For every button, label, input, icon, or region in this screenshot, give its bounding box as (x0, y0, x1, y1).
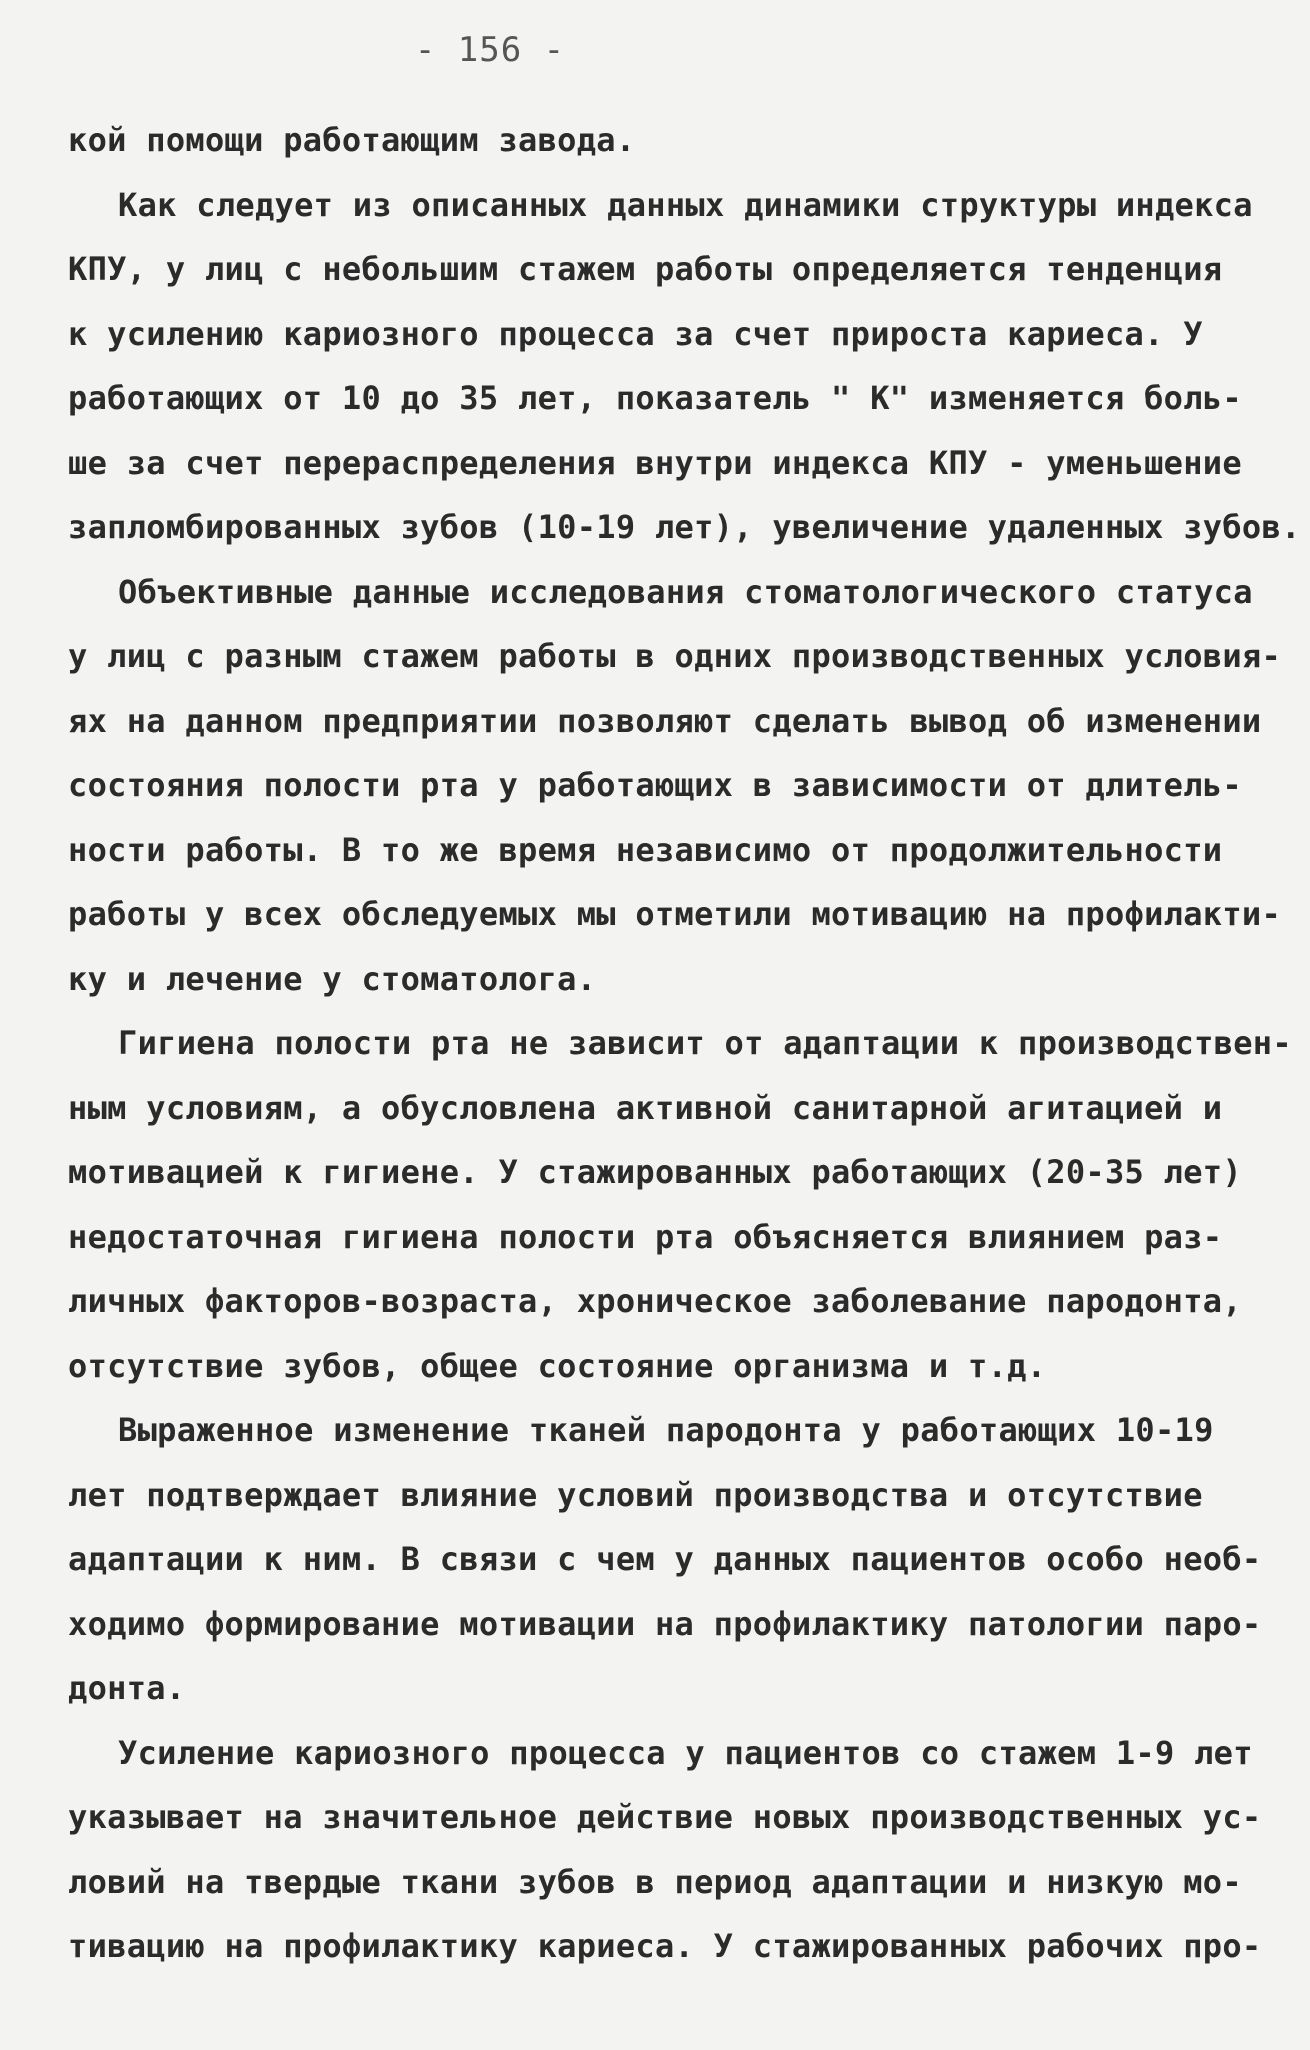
text-line: кой помощи работающим завода. (68, 121, 636, 159)
text-line: тивацию на профилактику кариеса. У стажированных рабочих про- (68, 1927, 1262, 1965)
page-number: - 156 - (414, 30, 566, 70)
text-line: состояния полости рта у работающих в зависимости от длитель- (68, 766, 1242, 804)
text-line: донта. (68, 1669, 186, 1707)
text-line: ходимо формирование мотивации на профилактику патологии паро- (68, 1604, 1262, 1643)
text-line: Выраженное изменение тканей пародонта у работающих 10-19 (118, 1411, 1214, 1449)
text-line: отсутствие зубов, общее состояние организма и т.д. (68, 1346, 1047, 1385)
text-line: ности работы. В то же время независимо от продолжительности (68, 830, 1223, 869)
text-line: КПУ, у лиц с небольшим стажем работы определяется тенденция (68, 250, 1223, 288)
text-line: лет подтверждает влияние условий производства и отсутствие (68, 1475, 1203, 1514)
text-line: ным условиям, а обусловлена активной санитарной агитацией и (68, 1088, 1223, 1127)
text-line: ях на данном предприятии позволяют сделать вывод об изменении (68, 701, 1262, 740)
text-line: Как следует из описанных данных динамики структуры индекса (118, 185, 1253, 224)
text-line: ловий на твердые ткани зубов в период адаптации и низкую мо- (68, 1862, 1242, 1901)
text-line: работающих от 10 до 35 лет, показатель " К" изменяется боль- (68, 379, 1242, 417)
body-text (68, 108, 1301, 1979)
text-line: недостаточная гигиена полости рта объясняется влиянием раз- (68, 1217, 1223, 1256)
text-line: работы у всех обследуемых мы отметили мотивацию на профилакти- (68, 895, 1282, 933)
text-line: ку и лечение у стоматолога. (68, 959, 597, 998)
text-line: указывает на значительное действие новых производственных ус- (68, 1798, 1262, 1836)
text-line: Гигиена полости рта не зависит от адаптации к производствен- (118, 1024, 1292, 1062)
text-line: ше за счет перераспределения внутри индекса КПУ - уменьшение (68, 443, 1242, 482)
text-line: Объективные данные исследования стоматологического статуса (118, 572, 1253, 611)
text-line: у лиц с разным стажем работы в одних производственных условия- (68, 637, 1282, 675)
text-line: адаптации к ним. В связи с чем у данных пациентов особо необ- (68, 1540, 1262, 1578)
text-line: запломбированных зубов (10-19 лет), увеличение удаленных зубов. (68, 508, 1301, 546)
text-line: к усилению кариозного процесса за счет прироста кариеса. У (68, 314, 1203, 353)
text-line: личных факторов-возраста, хроническое заболевание пародонта, (68, 1282, 1242, 1320)
text-line: мотивацией к гигиене. У стажированных работающих (20-35 лет) (68, 1153, 1242, 1191)
text-line: Усиление кариозного процесса у пациентов со стажем 1-9 лет (118, 1733, 1253, 1772)
